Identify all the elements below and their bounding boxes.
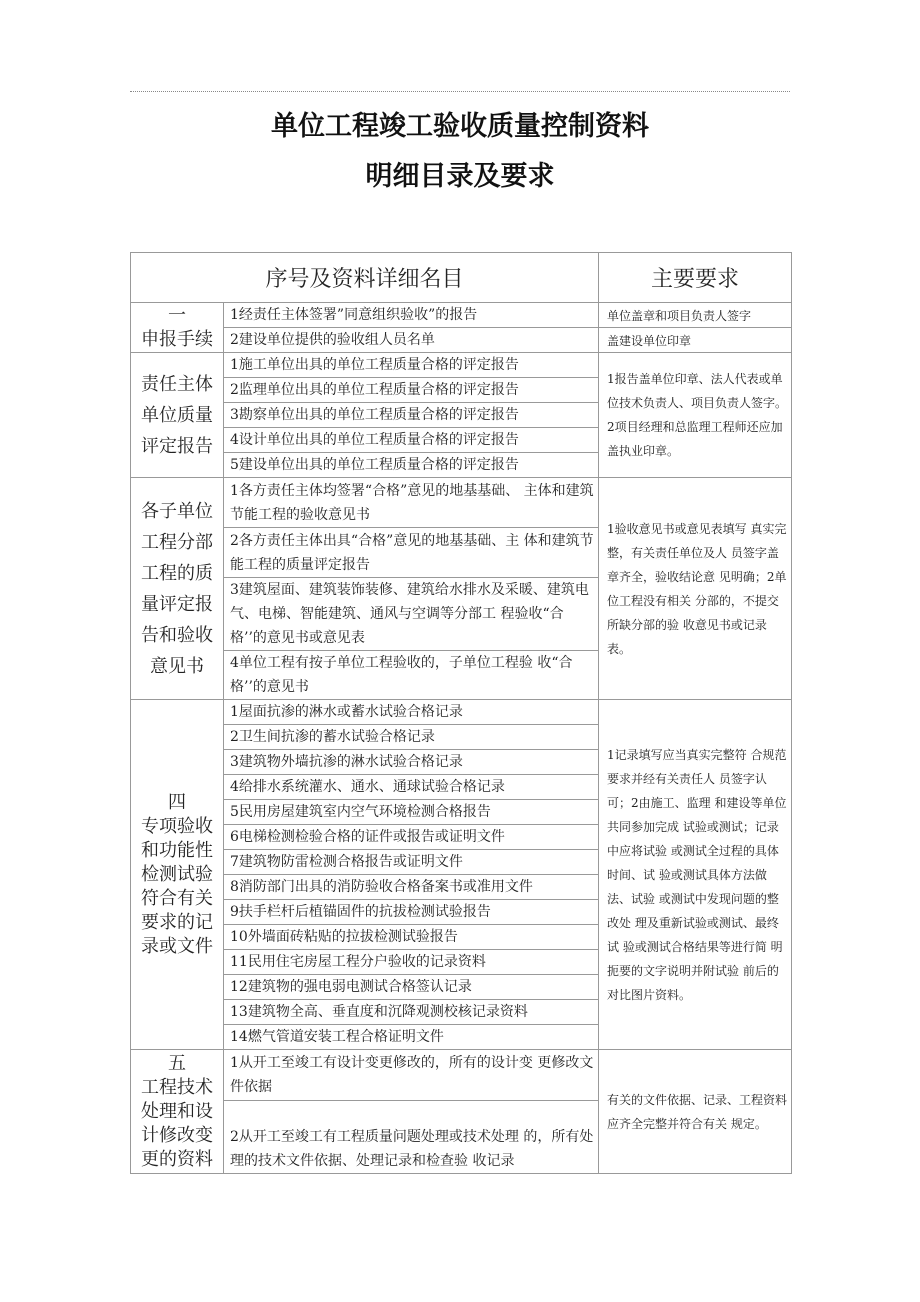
section-label: 责任主体 单位质量 评定报告 — [131, 353, 224, 478]
table-row — [131, 328, 792, 353]
list-item: 3勘察单位出具的单位工程质量合格的评定报告 — [224, 403, 599, 428]
section-label: 一 申报手续 — [131, 303, 224, 353]
requirement-text: 有关的文件依据、记录、工程资料应齐全完整并符合有关 规定。 — [599, 1050, 792, 1174]
table-row — [131, 353, 792, 378]
requirement-text: 1记录填写应当真实完整符 合规范要求并经有关责任人 员签字认可；2由施工、监理 和建设等单位共同参加完成 试验或测试；记录中应将试验 或测试全过程的具体时间、试 验或测试具体方法做法、试验 或测试中发现问题的整改处 理及重新试验或测试、最终试 验或测试合格结果等进行简 明扼要的文字说明并附试验 前后的对比图片资料。 — [599, 700, 792, 1050]
list-item: 11民用住宅房屋工程分户验收的记录资料 — [224, 950, 599, 975]
table-row — [131, 700, 792, 725]
list-item: 2卫生间抗渗的蓄水试验合格记录 — [224, 725, 599, 750]
list-item: 1施工单位出具的单位工程质量合格的评定报告 — [224, 353, 599, 378]
list-item: 1从开工至竣工有设计变更修改的，所有的设计变 更修改文件依据 — [224, 1050, 599, 1101]
table-header-row — [131, 253, 792, 303]
document-subtitle: 明细目录及要求 — [365, 161, 555, 192]
section-label: 四 专项验收 和功能性 检测试验 符合有关 要求的记 录或文件 — [131, 700, 224, 1050]
list-item: 1屋面抗渗的淋水或蓄水试验合格记录 — [224, 700, 599, 725]
table-row — [131, 478, 792, 528]
list-item: 4给排水系统灌水、通水、通球试验合格记录 — [224, 775, 599, 800]
list-item: 2从开工至竣工有工程质量问题处理或技术处理 的，所有处理的技术文件依据、处理记录和检查验 收记录 — [224, 1101, 599, 1174]
requirement-text: 1报告盖单位印章、法人代表或单位技术负责人、项目负责人签字。2项目经理和总监理工程师还应加盖执业印章。 — [599, 353, 792, 478]
list-item: 14燃气管道安装工程合格证明文件 — [224, 1025, 599, 1050]
table-row — [131, 303, 792, 328]
list-item: 7建筑物防雷检测合格报告或证明文件 — [224, 850, 599, 875]
list-item: 2各方责任主体出具“合格”意见的地基基础、主 体和建筑节能工程的质量评定报告 — [224, 528, 599, 578]
list-item: 5民用房屋建筑室内空气环境检测合格报告 — [224, 800, 599, 825]
list-item: 2建设单位提供的验收组人员名单 — [224, 328, 599, 353]
document-title: 单位工程竣工验收质量控制资料 — [271, 111, 649, 142]
section-label: 各子单位 工程分部 工程的质 量评定报 告和验收 意见书 — [131, 478, 224, 700]
list-item: 1经责任主体签署”同意组织验收”的报告 — [224, 303, 599, 328]
header-requirements: 主要要求 — [599, 253, 792, 303]
list-item: 13建筑物全高、垂直度和沉降观测校核记录资料 — [224, 1000, 599, 1025]
list-item: 9扶手栏杆后植锚固件的抗拔检测试验报告 — [224, 900, 599, 925]
section-label: 五 工程技术 处理和设 计修改变 更的资料 — [131, 1050, 224, 1174]
checklist-table — [130, 252, 792, 1174]
list-item: 2监理单位出具的单位工程质量合格的评定报告 — [224, 378, 599, 403]
requirement-text: 单位盖章和项目负责人签字 — [599, 303, 792, 328]
list-item: 8消防部门出具的消防验收合格备案书或准用文件 — [224, 875, 599, 900]
requirement-text: 盖建设单位印章 — [599, 328, 792, 353]
list-item: 1各方责任主体均签署“合格”意见的地基基础、 主体和建筑节能工程的验收意见书 — [224, 478, 599, 528]
list-item: 4单位工程有按子单位工程验收的，子单位工程验 收“合格’’的意见书 — [224, 651, 599, 700]
list-item: 6电梯检测检验合格的证件或报告或证明文件 — [224, 825, 599, 850]
table-row — [131, 1050, 792, 1101]
list-item: 3建筑屋面、建筑装饰装修、建筑给水排水及采暖、建筑电气、电梯、智能建筑、通风与空调等分部工 程验收“合格’’的意见书或意见表 — [224, 578, 599, 651]
top-rule — [130, 91, 790, 92]
list-item: 10外墙面砖粘贴的拉拔检测试验报告 — [224, 925, 599, 950]
header-items: 序号及资料详细名目 — [131, 253, 599, 303]
list-item: 4设计单位出具的单位工程质量合格的评定报告 — [224, 428, 599, 453]
list-item: 12建筑物的强电弱电测试合格签认记录 — [224, 975, 599, 1000]
list-item: 3建筑物外墙抗渗的淋水试验合格记录 — [224, 750, 599, 775]
list-item: 5建设单位出具的单位工程质量合格的评定报告 — [224, 453, 599, 478]
requirement-text: 1验收意见书或意见表填写 真实完整，有关责任单位及人 员签字盖章齐全，验收结论意 见明确；2单位工程没有相关 分部的，不提交所缺分部的验 收意见书或记录表。 — [599, 478, 792, 700]
